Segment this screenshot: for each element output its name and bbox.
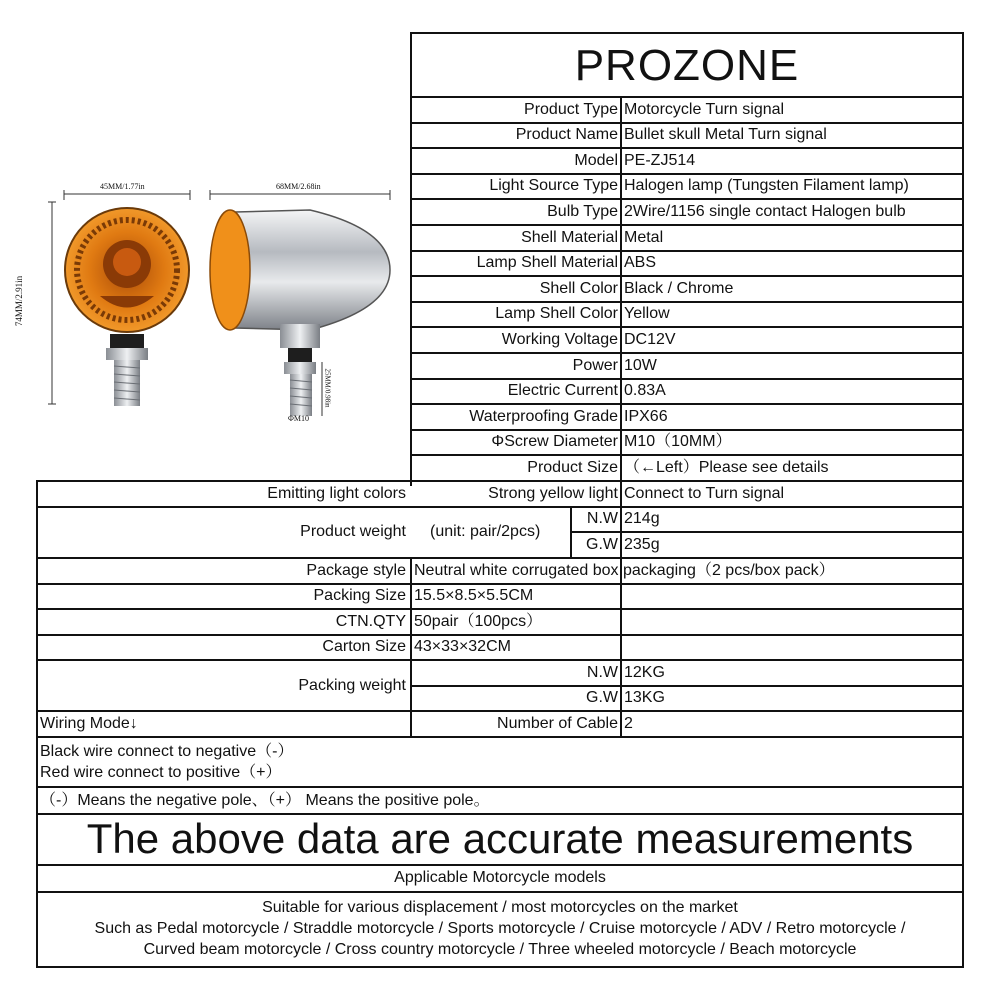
lens-side	[210, 210, 250, 330]
wiring-note-red: Red wire connect to positive（+）	[40, 764, 282, 781]
spec-value: （←Left）Please see details	[624, 459, 829, 476]
spec-label: Light Source Type	[489, 177, 618, 194]
spec-value: ABS	[624, 254, 657, 271]
packing-weight-nw-label: N.W	[586, 664, 618, 681]
spec-value: M10（10MM）	[624, 433, 732, 450]
wiring-mode-label: Wiring Mode↓	[40, 715, 138, 732]
carton-size-label: Carton Size	[322, 638, 406, 655]
product-weight-unit: (unit: pair/2pcs)	[430, 523, 541, 540]
brand-title: PROZONE	[574, 41, 800, 90]
spec-value: IPX66	[624, 408, 668, 425]
spec-value: Black / Chrome	[624, 280, 734, 297]
packing-weight-nw: 12KG	[624, 664, 665, 681]
spec-value: 10W	[624, 357, 657, 374]
spec-label: Bulb Type	[547, 203, 618, 220]
accuracy-statement: The above data are accurate measurements	[86, 815, 914, 862]
packing-weight-gw: 13KG	[624, 689, 665, 706]
models-line-1: Suitable for various displacement / most motorcycles on the market	[262, 899, 738, 916]
turn-signal-illustration	[40, 34, 410, 480]
cable-count-value: 2	[624, 715, 633, 732]
spec-value: Yellow	[624, 305, 670, 322]
cable-count-label: Number of Cable	[497, 715, 618, 732]
product-image	[14, 34, 410, 480]
spec-label: Waterproofing Grade	[469, 408, 618, 425]
package-style-value: Neutral white corrugated box packaging（2 pcs/box pack）	[414, 562, 835, 579]
packing-weight-gw-label: G.W	[586, 689, 618, 706]
packing-size-label: Packing Size	[313, 587, 406, 604]
spec-value: Halogen lamp (Tungsten Filament lamp)	[624, 177, 909, 194]
spec-value: PE-ZJ514	[624, 152, 696, 169]
chrome-shell	[235, 210, 390, 330]
ctn-qty-value: 50pair（100pcs）	[414, 613, 543, 630]
spec-label: Product Name	[515, 126, 618, 143]
product-weight-nw-label: N.W	[586, 510, 618, 527]
spec-label: Product Size	[527, 459, 618, 476]
emitting-value: Connect to Turn signal	[624, 485, 785, 502]
ctn-qty-label: CTN.QTY	[335, 613, 406, 630]
spec-label: ΦScrew Diameter	[491, 433, 618, 450]
spec-label: Working Voltage	[501, 331, 618, 348]
models-line-3: Curved beam motorcycle / Cross country motorcycle / Three wheeled motorcycle / Beach motorcycle	[143, 941, 857, 958]
wiring-note-black: Black wire connect to negative（-）	[40, 743, 294, 760]
spec-value: Bullet skull Metal Turn signal	[624, 126, 827, 143]
spec-label: Power	[572, 357, 618, 374]
models-line-2: Such as Pedal motorcycle / Straddle motorcycle / Sports motorcycle / Cruise motorcycle / ADV / Retro motorcycle /	[94, 920, 906, 937]
spec-value: Metal	[624, 229, 664, 246]
spec-label: Shell Material	[521, 229, 618, 246]
dim-screw: ΦM10	[288, 414, 309, 423]
spec-label: Shell Color	[539, 280, 618, 297]
pole-note: （-）Means the negative pole、（+） Means the positive pole。	[40, 792, 490, 809]
spec-value: DC12V	[624, 331, 676, 348]
spec-label: Product Type	[524, 101, 618, 118]
product-weight-nw: 214g	[624, 510, 660, 527]
spec-label: Model	[574, 152, 618, 169]
spec-value: Motorcycle Turn signal	[624, 101, 785, 118]
packing-weight-label: Packing weight	[298, 677, 406, 694]
product-weight-gw: 235g	[624, 536, 660, 553]
carton-size-value: 43×33×32CM	[414, 638, 511, 655]
packing-size-value: 15.5×8.5×5.5CM	[414, 587, 534, 604]
dim-width-left: 45MM/1.77in	[100, 182, 145, 191]
spec-label: Electric Current	[507, 382, 618, 399]
emitting-label: Emitting light colors	[267, 485, 406, 502]
dim-width-right: 68MM/2.68in	[276, 182, 321, 191]
dim-height: 74MM/2.91in	[14, 275, 25, 327]
models-title: Applicable Motorcycle models	[394, 869, 606, 886]
dim-thread: 25MM/0.98in	[323, 368, 332, 408]
spec-value: 0.83A	[624, 382, 666, 399]
product-weight-gw-label: G.W	[586, 536, 618, 553]
spec-label: Lamp Shell Color	[495, 305, 618, 322]
package-style-label: Package style	[306, 562, 406, 579]
emitting-color: Strong yellow light	[488, 485, 618, 502]
spec-label: Lamp Shell Material	[476, 254, 618, 271]
spec-value: 2Wire/1156 single contact Halogen bulb	[624, 203, 906, 220]
product-weight-label: Product weight	[300, 523, 406, 540]
